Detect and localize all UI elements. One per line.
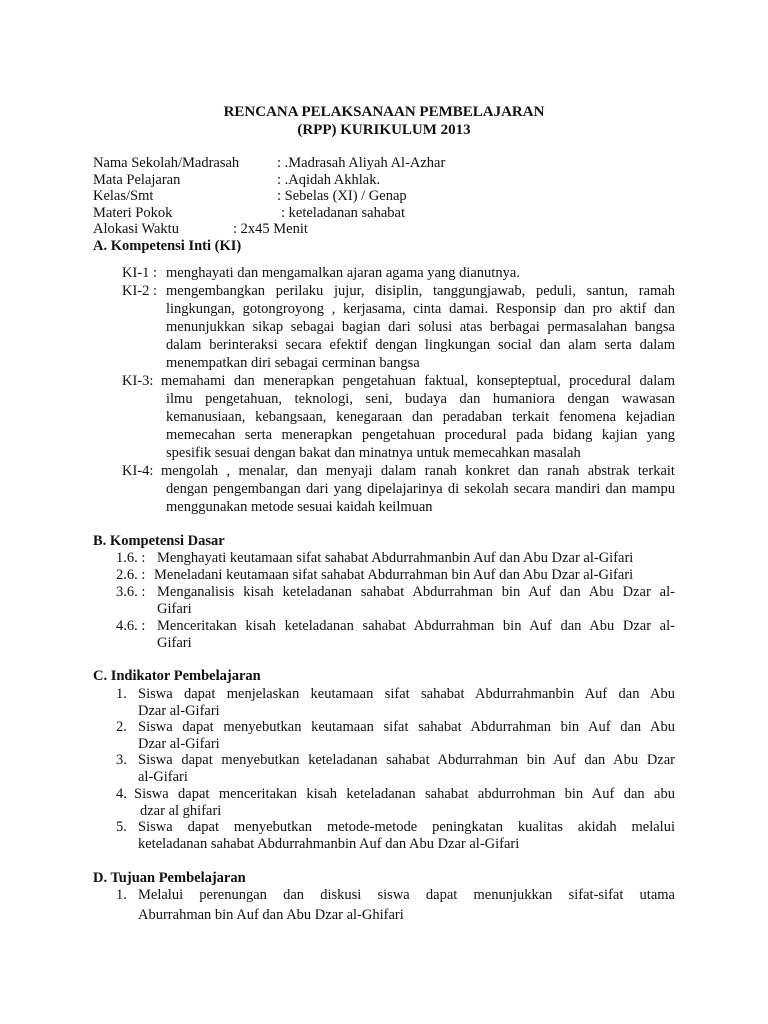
indikator-continuation-2: Dzar al-Gifari <box>138 735 220 752</box>
ki-1-text: menghayati dan mengamalkan ajaran agama yang dianutnya. <box>166 265 520 281</box>
ki-3-first-line: memahami dan menerapkan pengetahuan faktual, konsepteptual, procedural dalam <box>161 373 675 389</box>
section-b-heading: B. Kompetensi Dasar <box>93 533 225 549</box>
section-a-heading: A. Kompetensi Inti (KI) <box>93 238 242 254</box>
ki-4-code: KI-4: <box>122 463 154 479</box>
tujuan-continuation-1: Aburrahman bin Auf dan Abu Dzar al-Ghifari <box>138 907 404 923</box>
indikator-first-line-4: Siswa dapat menceritakan kisah keteladanan sahabat abdurrohman bin Auf dan abu <box>134 786 675 802</box>
document-subtitle: (RPP) KURIKULUM 2013 <box>297 122 471 138</box>
ki-2-first-line: mengembangkan perilaku jujur, disiplin, tanggungjawab, peduli, santun, ramah <box>166 283 675 299</box>
kd-2-6-text: Meneladani keutamaan sifat sahabat Abdurrahman bin Auf dan Abu Dzar al-Gifari <box>154 567 634 583</box>
identity-value-school: : .Madrasah Aliyah Al-Azhar <box>277 155 446 171</box>
section-d-heading: D. Tujuan Pembelajaran <box>93 870 246 886</box>
indikator-continuation-5: keteladanan sahabat Abdurrahmanbin Auf dan Abu Dzar al-Gifari <box>138 835 520 852</box>
kd-3-6-continuation: Gifari <box>157 600 192 617</box>
kd-1-6-code: 1.6. : <box>116 550 146 566</box>
identity-label-topic: Materi Pokok <box>93 204 173 221</box>
identity-label-time: Alokasi Waktu <box>93 221 179 237</box>
kd-4-6-continuation: Gifari <box>157 634 192 651</box>
indikator-continuation-1: Dzar al-Gifari <box>138 702 220 719</box>
ki-3-code: KI-3: <box>122 373 154 389</box>
kd-3-6-code: 3.6. : <box>116 584 146 600</box>
ki-3-continuation: ilmu pengetahuan, teknologi, seni, budaya dan humaniora dengan wawasan kemanusiaan, kebangsaan, kenegaraan dan peradaban terkait fenomena kejadian memecahan serta menerapkan pengetahuan procedural pada bidang kajian yang spesifik sesuai dengan bakat dan minatnya untuk memecahkan masalah <box>166 391 675 461</box>
ki-1-code: KI-1 : <box>122 265 158 281</box>
indikator-number-3: 3. <box>116 752 127 768</box>
ki-4-first-line: mengolah , menalar, dan menyaji dalam ranah konkret dan ranah abstrak terkait <box>161 463 675 479</box>
ki-4-continuation: dengan pengembangan dari yang dipelajarinya di sekolah secara mandiri dan mampu menggunakan metode sesuai kaidah keilmuan <box>166 481 675 515</box>
ki-2-code: KI-2 : <box>122 283 158 299</box>
kd-1-6-text: Menghayati keutamaan sifat sahabat Abdurrahmanbin Auf dan Abu Dzar al-Gifari <box>157 550 634 566</box>
kd-4-6-first-line: Menceritakan kisah keteladanan sahabat Abdurrahman bin Auf dan Abu Dzar al- <box>157 618 675 634</box>
indikator-first-line-3: Siswa dapat menyebutkan keteladanan sahabat Abdurrahman bin Auf dan Abu Dzar <box>138 752 676 768</box>
indikator-continuation-4: dzar al ghifari <box>140 802 222 819</box>
identity-label-subject: Mata Pelajaran <box>93 171 181 188</box>
indikator-number-4: 4. <box>116 786 127 802</box>
section-c-heading: C. Indikator Pembelajaran <box>93 668 261 684</box>
identity-value-subject: : .Aqidah Akhlak. <box>277 171 381 188</box>
identity-value-topic: : keteladanan sahabat <box>281 204 405 221</box>
kd-4-6-code: 4.6. : <box>116 618 146 634</box>
indikator-first-line-2: Siswa dapat menyebutkan keutamaan sifat sahabat Abdurrahman bin Auf dan Abu <box>138 719 675 735</box>
identity-value-time: : 2x45 Menit <box>233 221 308 237</box>
indikator-number-2: 2. <box>116 719 127 735</box>
tujuan-first-line-1: Melalui perenungan dan diskusi siswa dapat menunjukkan sifat-sifat utama <box>138 887 675 903</box>
identity-label-school: Nama Sekolah/Madrasah <box>93 155 240 171</box>
identity-label-class: Kelas/Smt <box>93 188 154 204</box>
indikator-first-line-1: Siswa dapat menjelaskan keutamaan sifat sahabat Abdurrahmanbin Auf dan Abu <box>138 686 675 702</box>
kd-3-6-first-line: Menganalisis kisah keteladanan sahabat Abdurrahman bin Auf dan Abu Dzar al- <box>157 584 675 600</box>
identity-value-class: : Sebelas (XI) / Genap <box>277 188 407 204</box>
indikator-number-5: 5. <box>116 819 127 835</box>
kd-2-6-code: 2.6. : <box>116 567 146 583</box>
indikator-number-1: 1. <box>116 686 127 702</box>
indikator-continuation-3: al-Gifari <box>138 768 188 785</box>
indikator-first-line-5: Siswa dapat menyebutkan metode-metode peningkatan kualitas akidah melalui <box>138 819 675 835</box>
tujuan-number-1: 1. <box>116 887 127 903</box>
ki-2-continuation: lingkungan, gotongroyong , kerjasama, cinta damai. Responsip dan pro aktif dan menunjukkan sikap sebagai bagian dari solusi atas berbagai permasalahan bangsa dalam berinteraksi secara efektif dengan lingkungan social dan alam serta dalam menempatkan diri sebagai cerminan bangsa <box>166 301 675 371</box>
document-title: RENCANA PELAKSANAAN PEMBELAJARAN <box>223 104 545 120</box>
